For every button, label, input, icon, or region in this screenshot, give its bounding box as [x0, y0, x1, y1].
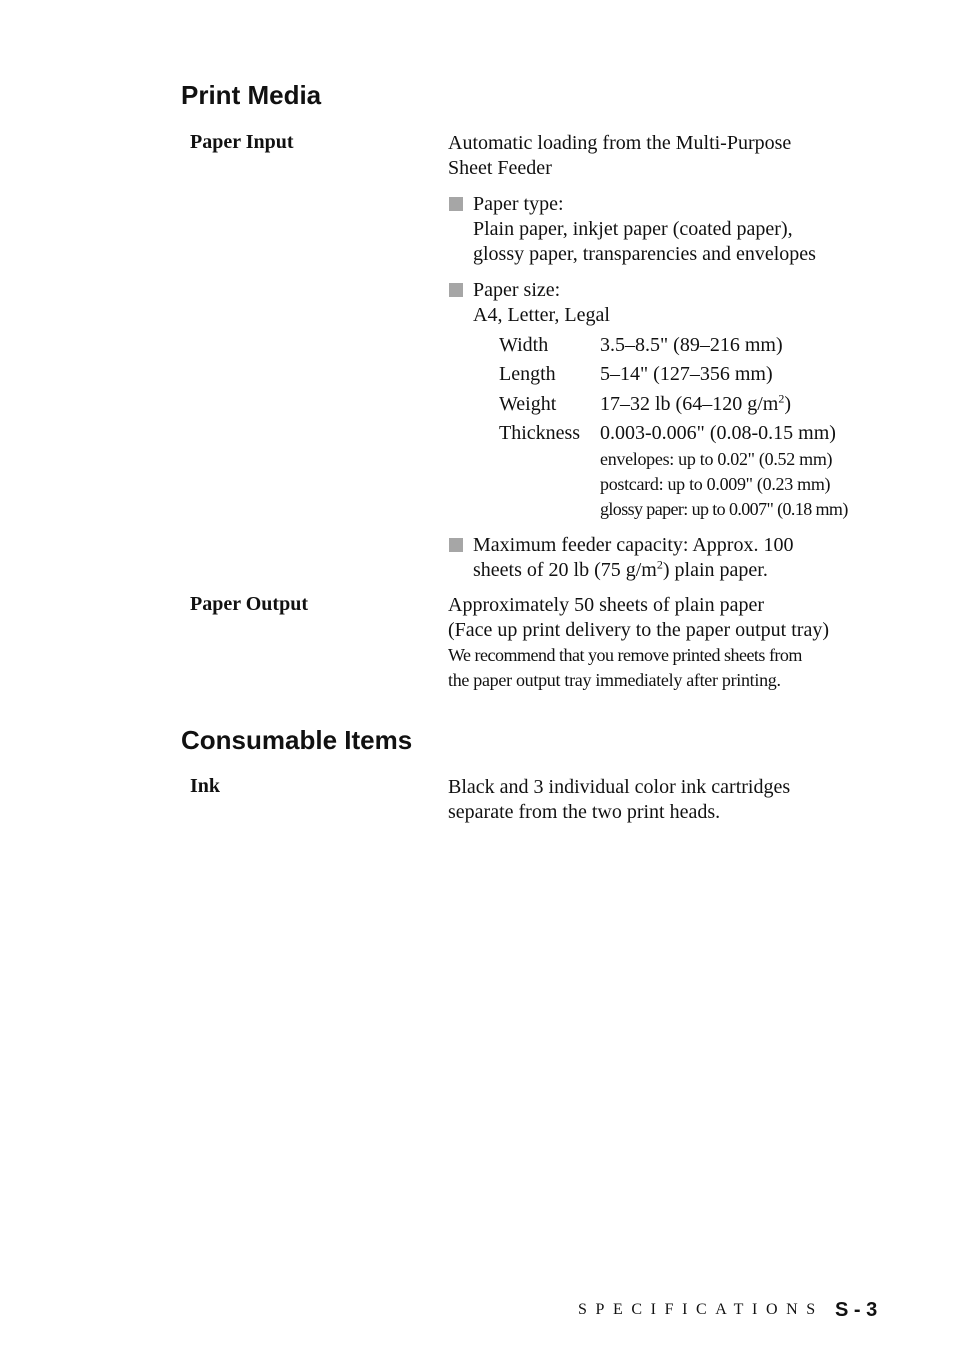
paper-output-label: Paper Output	[190, 593, 308, 615]
bullet-square-icon	[449, 538, 463, 552]
spec-value-width: 3.5–8.5" (89–216 mm)	[600, 334, 783, 356]
thickness-note: glossy paper: up to 0.007" (0.18 mm)	[600, 499, 848, 519]
spec-name-length: Length	[499, 363, 556, 385]
spec-value-weight: 17–32 lb (64–120 $g/m^2$)	[600, 391, 792, 415]
paper-type-line: glossy paper, transparencies and envelopes	[473, 243, 816, 265]
spec-value-length: 5–14" (127–356 mm)	[600, 363, 773, 385]
paper-type-title: Paper type:	[473, 193, 564, 215]
paper-output-line: (Face up print delivery to the paper output tray)	[448, 619, 829, 641]
ink-line: Black and 3 individual color ink cartridges	[448, 776, 791, 798]
footer-section-name: SPECIFICATIONS	[578, 1301, 824, 1318]
bullet-square-icon	[449, 283, 463, 297]
paper-output-note: We recommend that you remove printed sheets from	[448, 645, 802, 665]
footer-page-number: S - 3	[835, 1299, 878, 1321]
paper-type-line: Plain paper, inkjet paper (coated paper),	[473, 218, 793, 240]
spec-name-thickness: Thickness	[499, 422, 581, 444]
feeder-capacity-line: Maximum feeder capacity: Approx. 100	[473, 534, 794, 556]
ink-line: separate from the two print heads.	[448, 801, 721, 823]
paper-input-intro-line: Sheet Feeder	[448, 157, 552, 179]
feeder-capacity-line: sheets of 20 lb (75 $g/m^2$) plain paper.	[473, 557, 768, 581]
paper-output-line: Approximately 50 sheets of plain paper	[448, 594, 765, 616]
thickness-note: envelopes: up to 0.02" (0.52 mm)	[600, 449, 833, 469]
paper-size-list: A4, Letter, Legal	[473, 304, 610, 326]
paper-size-title: Paper size:	[473, 279, 561, 301]
paper-input-intro-line: Automatic loading from the Multi-Purpose	[448, 132, 792, 154]
bullet-square-icon	[449, 197, 463, 211]
paper-input-label: Paper Input	[190, 131, 294, 153]
spec-name-width: Width	[499, 334, 549, 356]
spec-name-weight: Weight	[499, 393, 557, 415]
paper-output-note: the paper output tray immediately after printing.	[448, 670, 781, 690]
section-heading-consumable-items: Consumable Items	[181, 725, 413, 755]
ink-label: Ink	[190, 775, 221, 797]
section-heading-print-media: Print Media	[181, 80, 322, 110]
spec-value-thickness: 0.003-0.006" (0.08-0.15 mm)	[600, 422, 836, 444]
thickness-note: postcard: up to 0.009" (0.23 mm)	[600, 474, 831, 494]
